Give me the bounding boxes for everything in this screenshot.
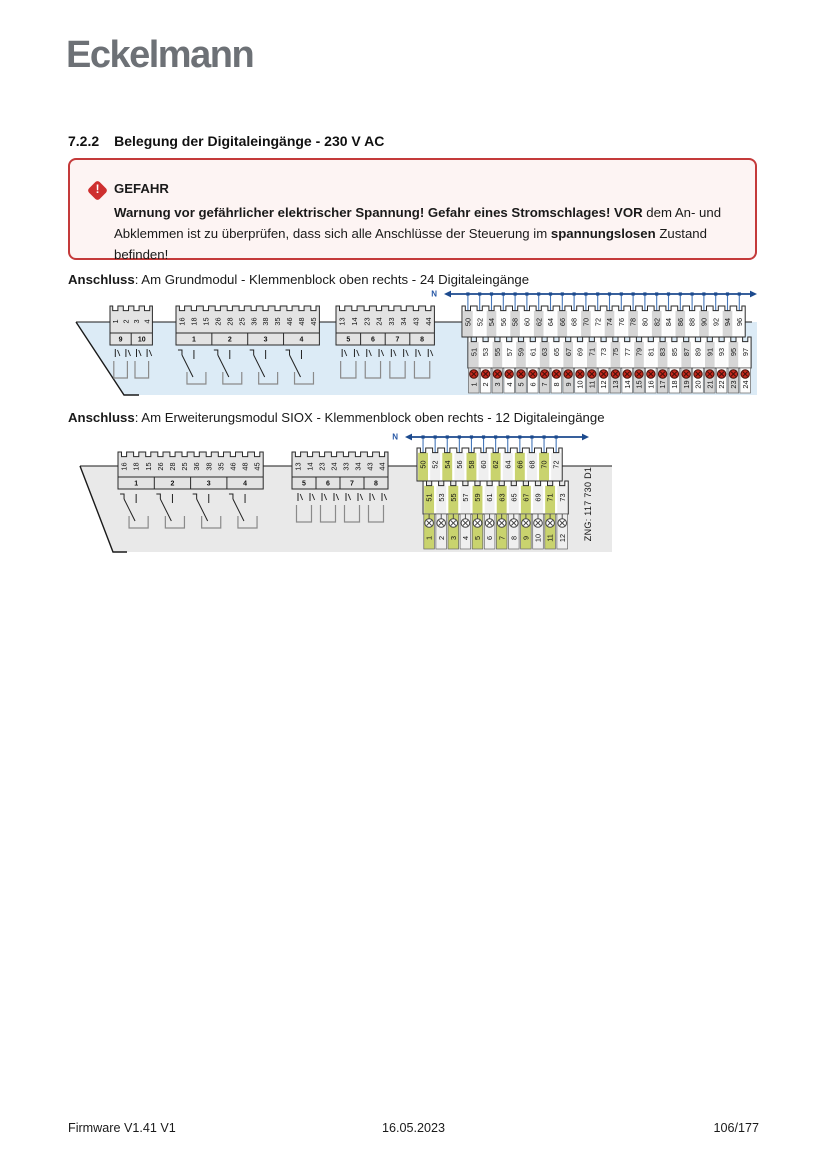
svg-text:23: 23 bbox=[729, 380, 738, 389]
svg-text:46: 46 bbox=[228, 462, 238, 471]
svg-text:62: 62 bbox=[491, 460, 501, 469]
caption-lead: Anschluss bbox=[68, 410, 135, 425]
svg-text:97: 97 bbox=[740, 347, 750, 357]
svg-text:88: 88 bbox=[687, 317, 697, 327]
svg-text:84: 84 bbox=[664, 317, 674, 327]
svg-text:3: 3 bbox=[263, 336, 268, 344]
svg-text:91: 91 bbox=[705, 347, 715, 357]
svg-text:1: 1 bbox=[469, 382, 479, 387]
svg-text:24: 24 bbox=[740, 380, 750, 389]
svg-text:70: 70 bbox=[539, 460, 549, 469]
svg-text:28: 28 bbox=[168, 462, 178, 471]
svg-text:59: 59 bbox=[473, 493, 483, 502]
svg-text:68: 68 bbox=[527, 460, 537, 469]
input-column bbox=[740, 368, 751, 393]
svg-text:51: 51 bbox=[424, 493, 434, 502]
svg-text:85: 85 bbox=[670, 347, 679, 357]
caption-text: : Am Grundmodul - Klemmenblock oben rechts - 24 Digitaleingänge bbox=[134, 272, 530, 287]
input-column bbox=[516, 368, 527, 393]
input-column bbox=[693, 368, 704, 393]
svg-text:86: 86 bbox=[675, 317, 685, 327]
svg-text:3: 3 bbox=[448, 535, 458, 541]
svg-text:33: 33 bbox=[386, 317, 396, 326]
led-indicator-icon bbox=[729, 370, 737, 378]
svg-text:66: 66 bbox=[515, 460, 525, 469]
input-column bbox=[545, 514, 556, 549]
led-indicator-icon bbox=[741, 370, 749, 378]
input-column bbox=[705, 368, 716, 393]
svg-text:71: 71 bbox=[545, 493, 555, 502]
svg-text:56: 56 bbox=[454, 460, 464, 469]
svg-text:26: 26 bbox=[213, 317, 223, 326]
svg-text:52: 52 bbox=[430, 460, 440, 469]
svg-text:17: 17 bbox=[658, 380, 668, 389]
input-column bbox=[528, 368, 539, 393]
led-indicator-icon bbox=[635, 370, 643, 378]
input-column bbox=[669, 368, 680, 393]
svg-text:11: 11 bbox=[587, 380, 597, 389]
svg-text:15: 15 bbox=[143, 462, 153, 471]
svg-text:9: 9 bbox=[563, 382, 573, 387]
svg-text:70: 70 bbox=[581, 317, 591, 327]
input-column bbox=[469, 368, 480, 393]
led-indicator-icon bbox=[540, 370, 548, 378]
svg-text:14: 14 bbox=[350, 317, 360, 326]
svg-text:73: 73 bbox=[557, 493, 567, 502]
svg-text:61: 61 bbox=[485, 493, 495, 502]
svg-text:7: 7 bbox=[395, 336, 400, 344]
svg-text:25: 25 bbox=[237, 317, 247, 326]
svg-text:65: 65 bbox=[509, 493, 519, 502]
svg-text:56: 56 bbox=[498, 317, 508, 327]
svg-text:67: 67 bbox=[521, 493, 531, 502]
section-heading: Belegung der Digitaleingänge - 230 V AC bbox=[114, 133, 385, 149]
input-column bbox=[557, 514, 568, 549]
led-indicator-icon bbox=[505, 370, 513, 378]
danger-diamond-icon: ! bbox=[87, 180, 108, 201]
input-column bbox=[575, 368, 586, 393]
svg-text:66: 66 bbox=[557, 317, 567, 327]
section-number: 7.2.2 bbox=[68, 133, 100, 149]
svg-text:44: 44 bbox=[423, 317, 433, 326]
led-indicator-icon bbox=[611, 370, 619, 378]
input-column bbox=[681, 368, 692, 393]
svg-text:10: 10 bbox=[575, 380, 585, 389]
svg-text:13: 13 bbox=[337, 317, 347, 326]
svg-text:16: 16 bbox=[119, 462, 129, 471]
svg-text:12: 12 bbox=[557, 533, 567, 543]
svg-text:8: 8 bbox=[509, 535, 519, 541]
svg-text:64: 64 bbox=[503, 460, 513, 469]
input-column bbox=[480, 368, 491, 393]
svg-text:35: 35 bbox=[216, 462, 226, 471]
svg-text:6: 6 bbox=[528, 382, 538, 387]
svg-text:18: 18 bbox=[131, 462, 141, 471]
svg-text:57: 57 bbox=[461, 493, 470, 502]
svg-text:8: 8 bbox=[552, 382, 561, 387]
svg-text:23: 23 bbox=[317, 462, 327, 471]
input-column bbox=[496, 514, 507, 549]
svg-text:64: 64 bbox=[546, 317, 556, 327]
svg-text:13: 13 bbox=[611, 380, 620, 389]
svg-text:1: 1 bbox=[191, 336, 196, 344]
led-indicator-icon bbox=[623, 370, 631, 378]
svg-text:10: 10 bbox=[137, 336, 146, 344]
svg-text:14: 14 bbox=[305, 462, 315, 471]
svg-text:2: 2 bbox=[121, 319, 131, 324]
svg-text:87: 87 bbox=[681, 347, 691, 357]
bus-label: N bbox=[392, 432, 398, 442]
svg-text:4: 4 bbox=[142, 319, 152, 324]
svg-text:48: 48 bbox=[297, 317, 307, 326]
svg-text:28: 28 bbox=[225, 317, 235, 326]
svg-text:7: 7 bbox=[540, 382, 550, 387]
svg-text:78: 78 bbox=[628, 317, 638, 327]
input-column bbox=[436, 514, 447, 549]
svg-text:26: 26 bbox=[155, 462, 165, 471]
svg-text:18: 18 bbox=[670, 380, 679, 389]
svg-text:3: 3 bbox=[206, 480, 211, 488]
input-column bbox=[460, 514, 471, 549]
svg-text:1: 1 bbox=[110, 319, 120, 324]
svg-text:44: 44 bbox=[377, 462, 387, 471]
svg-text:2: 2 bbox=[436, 535, 446, 541]
svg-text:96: 96 bbox=[734, 317, 744, 327]
svg-text:58: 58 bbox=[510, 317, 520, 327]
led-indicator-icon bbox=[694, 370, 702, 378]
input-column bbox=[472, 514, 483, 549]
input-column bbox=[484, 514, 495, 549]
svg-text:45: 45 bbox=[309, 317, 319, 326]
svg-text:4: 4 bbox=[243, 480, 248, 488]
svg-text:5: 5 bbox=[516, 382, 526, 387]
svg-text:60: 60 bbox=[522, 317, 532, 327]
svg-text:58: 58 bbox=[467, 460, 477, 469]
caption-lead: Anschluss bbox=[68, 272, 135, 287]
svg-text:57: 57 bbox=[504, 347, 514, 357]
svg-text:20: 20 bbox=[693, 380, 703, 389]
svg-text:34: 34 bbox=[353, 462, 363, 471]
svg-text:65: 65 bbox=[552, 347, 561, 357]
warning-text-segment: dem An- und Abklemmen ist zu überprüfen, dass sich alle Anschlüsse der Steuerung im bbox=[114, 205, 722, 241]
svg-text:55: 55 bbox=[493, 347, 502, 357]
svg-text:8: 8 bbox=[420, 336, 425, 344]
svg-text:13: 13 bbox=[293, 462, 303, 471]
svg-text:9: 9 bbox=[521, 535, 531, 541]
svg-text:53: 53 bbox=[436, 493, 446, 502]
input-column bbox=[504, 368, 515, 393]
led-indicator-icon bbox=[576, 370, 584, 378]
svg-text:77: 77 bbox=[622, 347, 632, 357]
svg-text:63: 63 bbox=[540, 347, 550, 357]
svg-text:11: 11 bbox=[545, 534, 555, 542]
svg-text:2: 2 bbox=[170, 480, 175, 488]
svg-text:9: 9 bbox=[118, 336, 123, 344]
svg-text:6: 6 bbox=[485, 535, 495, 541]
svg-text:50: 50 bbox=[463, 317, 473, 327]
svg-text:33: 33 bbox=[341, 462, 351, 471]
svg-text:5: 5 bbox=[302, 480, 306, 488]
svg-text:80: 80 bbox=[640, 317, 650, 327]
svg-text:53: 53 bbox=[481, 347, 491, 357]
svg-text:54: 54 bbox=[487, 317, 497, 327]
svg-text:4: 4 bbox=[299, 336, 304, 344]
svg-text:55: 55 bbox=[448, 493, 458, 502]
input-column bbox=[610, 368, 621, 393]
led-indicator-icon bbox=[717, 370, 725, 378]
input-column bbox=[448, 514, 459, 549]
svg-text:2: 2 bbox=[227, 336, 232, 344]
svg-text:43: 43 bbox=[411, 317, 421, 326]
bus-label: N bbox=[431, 289, 437, 299]
warning-text-segment: Zustand befinden! bbox=[114, 226, 707, 262]
svg-text:7: 7 bbox=[350, 480, 354, 488]
svg-text:5: 5 bbox=[346, 336, 351, 344]
footer-page-number: 106/177 bbox=[713, 1121, 759, 1135]
digital-input-block bbox=[417, 448, 568, 549]
input-column bbox=[657, 368, 668, 393]
svg-text:79: 79 bbox=[634, 347, 644, 357]
svg-text:4: 4 bbox=[460, 535, 470, 541]
svg-text:14: 14 bbox=[622, 380, 632, 389]
led-indicator-icon bbox=[682, 370, 690, 378]
input-column bbox=[509, 514, 520, 549]
svg-text:18: 18 bbox=[189, 317, 199, 326]
input-column bbox=[634, 368, 645, 393]
drawing-number: ZNG: 117 730 D1 bbox=[583, 466, 593, 542]
input-column bbox=[646, 368, 657, 393]
svg-text:3: 3 bbox=[493, 382, 502, 387]
svg-text:59: 59 bbox=[516, 347, 526, 357]
led-indicator-icon bbox=[481, 370, 489, 378]
svg-text:76: 76 bbox=[616, 317, 626, 327]
svg-text:7: 7 bbox=[497, 535, 507, 541]
svg-text:15: 15 bbox=[634, 380, 644, 389]
svg-text:35: 35 bbox=[273, 317, 283, 326]
digital-input-block bbox=[462, 306, 751, 393]
svg-text:6: 6 bbox=[326, 480, 330, 488]
svg-text:4: 4 bbox=[504, 382, 514, 387]
input-column bbox=[587, 368, 598, 393]
svg-text:22: 22 bbox=[717, 380, 727, 389]
svg-text:72: 72 bbox=[551, 460, 561, 469]
led-indicator-icon bbox=[670, 370, 678, 378]
led-indicator-icon bbox=[529, 370, 537, 378]
svg-text:1: 1 bbox=[424, 535, 434, 541]
danger-title: GEFAHR bbox=[114, 181, 169, 196]
svg-text:67: 67 bbox=[563, 347, 573, 357]
svg-text:16: 16 bbox=[177, 317, 187, 326]
svg-text:48: 48 bbox=[240, 462, 250, 471]
svg-text:94: 94 bbox=[723, 317, 733, 327]
svg-text:50: 50 bbox=[418, 460, 428, 469]
input-column bbox=[539, 368, 550, 393]
svg-text:82: 82 bbox=[652, 317, 662, 327]
input-column bbox=[424, 514, 435, 549]
svg-text:3: 3 bbox=[132, 319, 142, 324]
svg-text:5: 5 bbox=[473, 535, 483, 541]
svg-text:63: 63 bbox=[497, 493, 507, 502]
input-column bbox=[716, 368, 727, 393]
svg-text:92: 92 bbox=[711, 317, 721, 327]
svg-text:15: 15 bbox=[201, 317, 211, 326]
svg-text:24: 24 bbox=[329, 462, 339, 471]
input-column bbox=[598, 368, 609, 393]
svg-text:81: 81 bbox=[646, 347, 656, 357]
footer-date: 16.05.2023 bbox=[381, 1121, 445, 1135]
led-indicator-icon bbox=[564, 370, 572, 378]
caption-text: : Am Erweiterungsmodul SIOX - Klemmenblock oben rechts - 12 Digitaleingänge bbox=[134, 410, 605, 425]
input-column bbox=[622, 368, 633, 393]
svg-text:1: 1 bbox=[134, 480, 139, 488]
input-column bbox=[521, 514, 532, 549]
svg-text:68: 68 bbox=[569, 317, 579, 327]
svg-text:60: 60 bbox=[479, 460, 489, 469]
svg-text:72: 72 bbox=[593, 317, 603, 327]
svg-text:8: 8 bbox=[374, 480, 378, 488]
input-column bbox=[492, 368, 503, 393]
led-indicator-icon bbox=[706, 370, 714, 378]
svg-text:95: 95 bbox=[729, 347, 738, 357]
svg-text:89: 89 bbox=[693, 347, 703, 357]
led-indicator-icon bbox=[588, 370, 596, 378]
svg-text:6: 6 bbox=[370, 336, 375, 344]
svg-text:69: 69 bbox=[533, 493, 543, 502]
svg-text:24: 24 bbox=[374, 317, 384, 326]
svg-text:83: 83 bbox=[658, 347, 668, 357]
svg-text:71: 71 bbox=[587, 347, 597, 357]
input-column bbox=[563, 368, 574, 393]
svg-text:43: 43 bbox=[365, 462, 375, 471]
svg-text:12: 12 bbox=[599, 380, 609, 389]
led-indicator-icon bbox=[517, 370, 525, 378]
warning-text-segment: spannungslosen bbox=[550, 226, 656, 241]
svg-text:23: 23 bbox=[362, 317, 372, 326]
diagram-grundmodul bbox=[76, 290, 757, 396]
svg-text:34: 34 bbox=[399, 317, 409, 326]
svg-text:52: 52 bbox=[475, 317, 485, 327]
svg-text:73: 73 bbox=[599, 347, 609, 357]
svg-text:74: 74 bbox=[605, 317, 615, 327]
led-indicator-icon bbox=[493, 370, 501, 378]
eckelmann-logo: Eckelmann bbox=[66, 34, 254, 76]
warning-text-segment: Warnung vor gefährlicher elektrischer Spannung! Gefahr eines Stromschlages! VOR bbox=[114, 205, 643, 220]
svg-text:2: 2 bbox=[481, 382, 491, 387]
svg-text:10: 10 bbox=[533, 533, 543, 543]
svg-text:38: 38 bbox=[261, 317, 271, 326]
diagram-siox bbox=[80, 433, 612, 553]
svg-text:46: 46 bbox=[285, 317, 295, 326]
svg-text:93: 93 bbox=[717, 347, 727, 357]
led-indicator-icon bbox=[470, 370, 478, 378]
svg-text:75: 75 bbox=[611, 347, 620, 357]
svg-text:21: 21 bbox=[705, 380, 715, 389]
input-column bbox=[728, 368, 739, 393]
svg-text:62: 62 bbox=[534, 317, 544, 327]
svg-text:16: 16 bbox=[646, 380, 656, 389]
svg-text:54: 54 bbox=[442, 460, 452, 469]
led-indicator-icon bbox=[552, 370, 560, 378]
svg-text:36: 36 bbox=[249, 317, 259, 326]
led-indicator-icon bbox=[599, 370, 607, 378]
input-column bbox=[551, 368, 562, 393]
led-indicator-icon bbox=[647, 370, 655, 378]
svg-text:90: 90 bbox=[699, 317, 709, 327]
svg-text:45: 45 bbox=[252, 462, 262, 471]
input-column bbox=[533, 514, 544, 549]
svg-text:38: 38 bbox=[204, 462, 214, 471]
svg-text:25: 25 bbox=[180, 462, 190, 471]
svg-text:61: 61 bbox=[528, 347, 538, 357]
svg-text:19: 19 bbox=[681, 380, 691, 389]
page-footer bbox=[68, 1121, 759, 1135]
svg-text:51: 51 bbox=[469, 347, 479, 357]
led-indicator-icon bbox=[658, 370, 666, 378]
svg-text:69: 69 bbox=[575, 347, 585, 357]
svg-text:36: 36 bbox=[192, 462, 202, 471]
footer-firmware: Firmware V1.41 V1 bbox=[68, 1121, 176, 1135]
